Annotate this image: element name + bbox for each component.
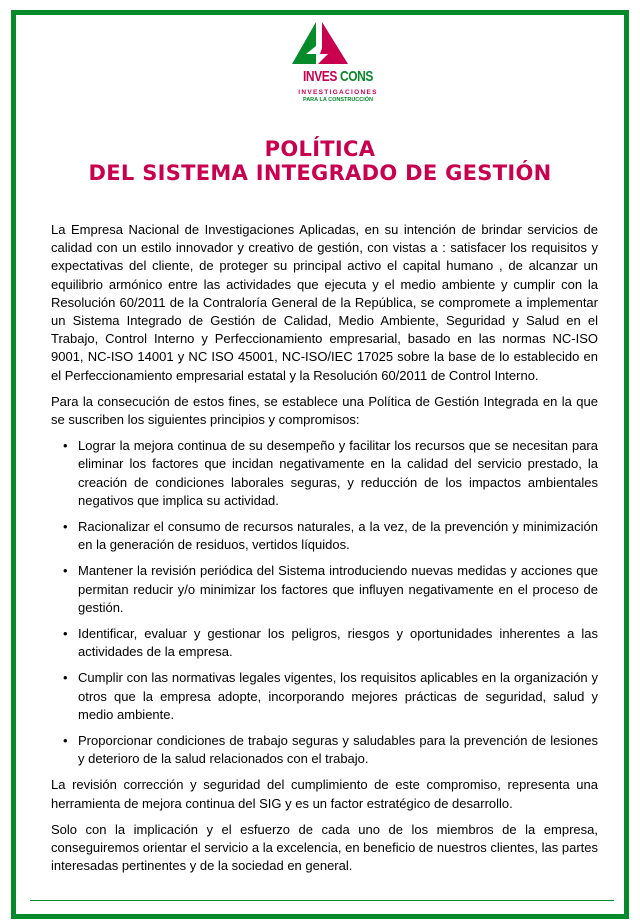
principle-item: [51, 732, 598, 768]
logo-word-inves: INVES: [302, 68, 337, 85]
closing-paragraph-1: La revisión corrección y seguridad del cumplimiento de este compromiso, representa una herramienta de mejora continua del SIG y es un factor estratégico de desarrollo.: [51, 777, 598, 811]
principle-item: [51, 669, 598, 724]
logo-subtitle-1: INVESTIGACIONES: [298, 89, 378, 96]
principle-text: Racionalizar el consumo de recursos naturales, a la vez, de la prevención y minimización en la generación de residuos, vertidos líquidos.: [78, 519, 598, 553]
principle-text: Cumplir con las normativas legales vigentes, los requisitos aplicables en la organización y otros que la empresa adopte, incorporando mejores prácticas de seguridad, salud y medio ambiente.: [78, 670, 598, 722]
principle-item: [51, 518, 598, 554]
logo-subtitle-2: PARA LA CONSTRUCCIÓN: [302, 97, 374, 103]
bullet-icon: •: [63, 733, 68, 749]
bullet-icon: •: [63, 670, 68, 686]
principle-text: Mantener la revisión periódica del Sistema introduciendo nuevas medidas y acciones que permitan reducir y/o minimizar los factores que influyen negativamente en el proceso de gestión.: [78, 563, 598, 615]
bullet-icon: •: [63, 438, 68, 454]
title-line-1: POLÍTICA: [264, 137, 376, 161]
logo-word-cons: CONS: [339, 68, 374, 85]
logo-triangles-icon: [288, 18, 388, 70]
bullet-icon: •: [63, 563, 68, 579]
principle-item: [51, 562, 598, 617]
principle-item: [51, 437, 598, 510]
title-line-2: DEL SISTEMA INTEGRADO DE GESTIÓN: [88, 161, 552, 185]
closing-paragraph-2: Solo con la implicación y el esfuerzo de cada uno de los miembros de la empresa, conseguiremos orientar el servicio a la excelencia, en beneficio de nuestros clientes, las partes interesadas pertinentes y de la sociedad en general.: [51, 821, 599, 874]
invescons-logo: [288, 18, 388, 118]
bullet-icon: •: [63, 519, 68, 535]
principle-text: Identificar, evaluar y gestionar los peligros, riesgos y oportunidades inherentes a las actividades de la empresa.: [78, 626, 598, 660]
principle-item: [51, 625, 598, 661]
policy-body: [51, 221, 598, 884]
bullet-icon: •: [63, 626, 68, 642]
logo-wordmark: [298, 68, 378, 85]
lead-paragraph: Para la consecución de estos fines, se establece una Política de Gestión Integrada en la que se suscriben los siguientes principios y compromisos:: [51, 393, 598, 428]
principle-text: Lograr la mejora continua de su desempeño y facilitar los recursos que se necesitan para eliminar los factores que incidan negativamente en la calidad del servicio prestado, la creación de condiciones laborales seguras, y reducción de los impactos ambientales negativos que implica su actividad.: [78, 438, 598, 508]
border-inner-line: [30, 900, 614, 901]
principle-text: Proporcionar condiciones de trabajo seguras y saludables para la prevención de lesiones y deterioro de la salud relacionados con el trabajo.: [78, 733, 598, 767]
principles-list: [51, 437, 598, 768]
intro-paragraph: La Empresa Nacional de Investigaciones Aplicadas, en su intención de brindar servicios de calidad con un estilo innovador y creativo de gestión, con vistas a : satisfacer los requisitos y expectativas del cliente, de proteger su principal activo el capital humano , de alcanzar un equilibrio armónico entre las actividades que ejecuta y el medio ambiente y cumplir con la Resolución 60/2011 de la Contraloría General de la República, se compromete a implementar un Sistema Integrado de Gestión de Calidad, Medio Ambiente, Seguridad y Salud en el Trabajo, Control Interno y Perfeccionamiento empresarial, basado en las normas NC-ISO 9001, NC-ISO 14001 y NC ISO 45001, NC-ISO/IEC 17025 sobre la base de lo establecido en el Perfeccionamiento empresarial estatal y la Resolución 60/2011 de Control Interno.: [51, 222, 598, 383]
